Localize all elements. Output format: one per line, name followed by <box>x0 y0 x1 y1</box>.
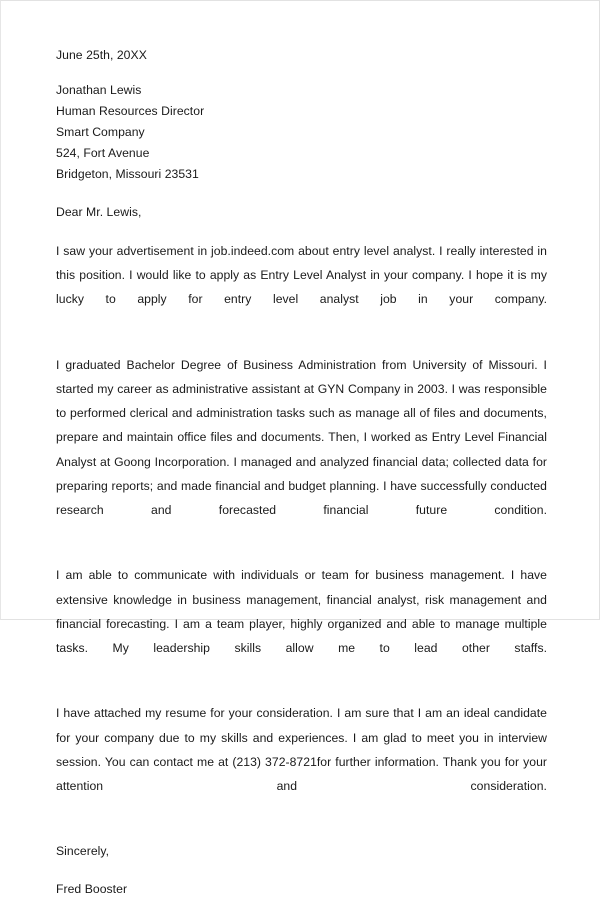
recipient-company: Smart Company <box>56 125 145 139</box>
letter-closing: Sincerely, <box>56 844 110 859</box>
recipient-city-state-zip: Bridgeton, Missouri 23531 <box>56 167 199 181</box>
letter-paragraph-1: I saw your advertisement in job.indeed.com about entry level analyst. I really interested in this position. I would like to apply as Entry Level Analyst in your company. I hope it is my lucky to apply for entry level analyst job in your company. <box>56 244 547 307</box>
letter-date: June 25th, 20XX <box>56 48 147 62</box>
recipient-address-block <box>56 80 547 185</box>
recipient-name: Jonathan Lewis <box>56 83 142 97</box>
recipient-street: 524, Fort Avenue <box>56 146 150 160</box>
letter-signature-name: Fred Booster <box>56 882 128 897</box>
letter-paragraph-4: I have attached my resume for your consideration. I am sure that I am an ideal candidate for your company due to my skills and experiences. I am glad to meet you in interview session. You can contact me at (213) 372-8721for further information. Thank you for your attention and consideration. <box>56 706 547 794</box>
letter-salutation: Dear Mr. Lewis, <box>56 205 142 219</box>
letter-paragraph-3: I am able to communicate with individuals or team for business management. I have extensive knowledge in business management, financial analyst, risk management and financial forecasting. I am a team player, highly organized and able to manage multiple tasks. My leadership skills allow me to lead other staffs. <box>56 568 547 656</box>
recipient-title: Human Resources Director <box>56 104 205 118</box>
letter-paragraph-2: I graduated Bachelor Degree of Business Administration from University of Missouri. I started my career as administrative assistant at GYN Company in 2003. I was responsible to performed clerical and administration tasks such as manage all of files and documents, prepare and maintain office files and documents. Then, I worked as Entry Level Financial Analyst at Goong Incorporation. I managed and analyzed financial data; collected data for preparing reports; and made financial and budget planning. I have successfully conducted research and forecasted financial future condition. <box>56 357 547 518</box>
letter-body <box>56 46 547 899</box>
